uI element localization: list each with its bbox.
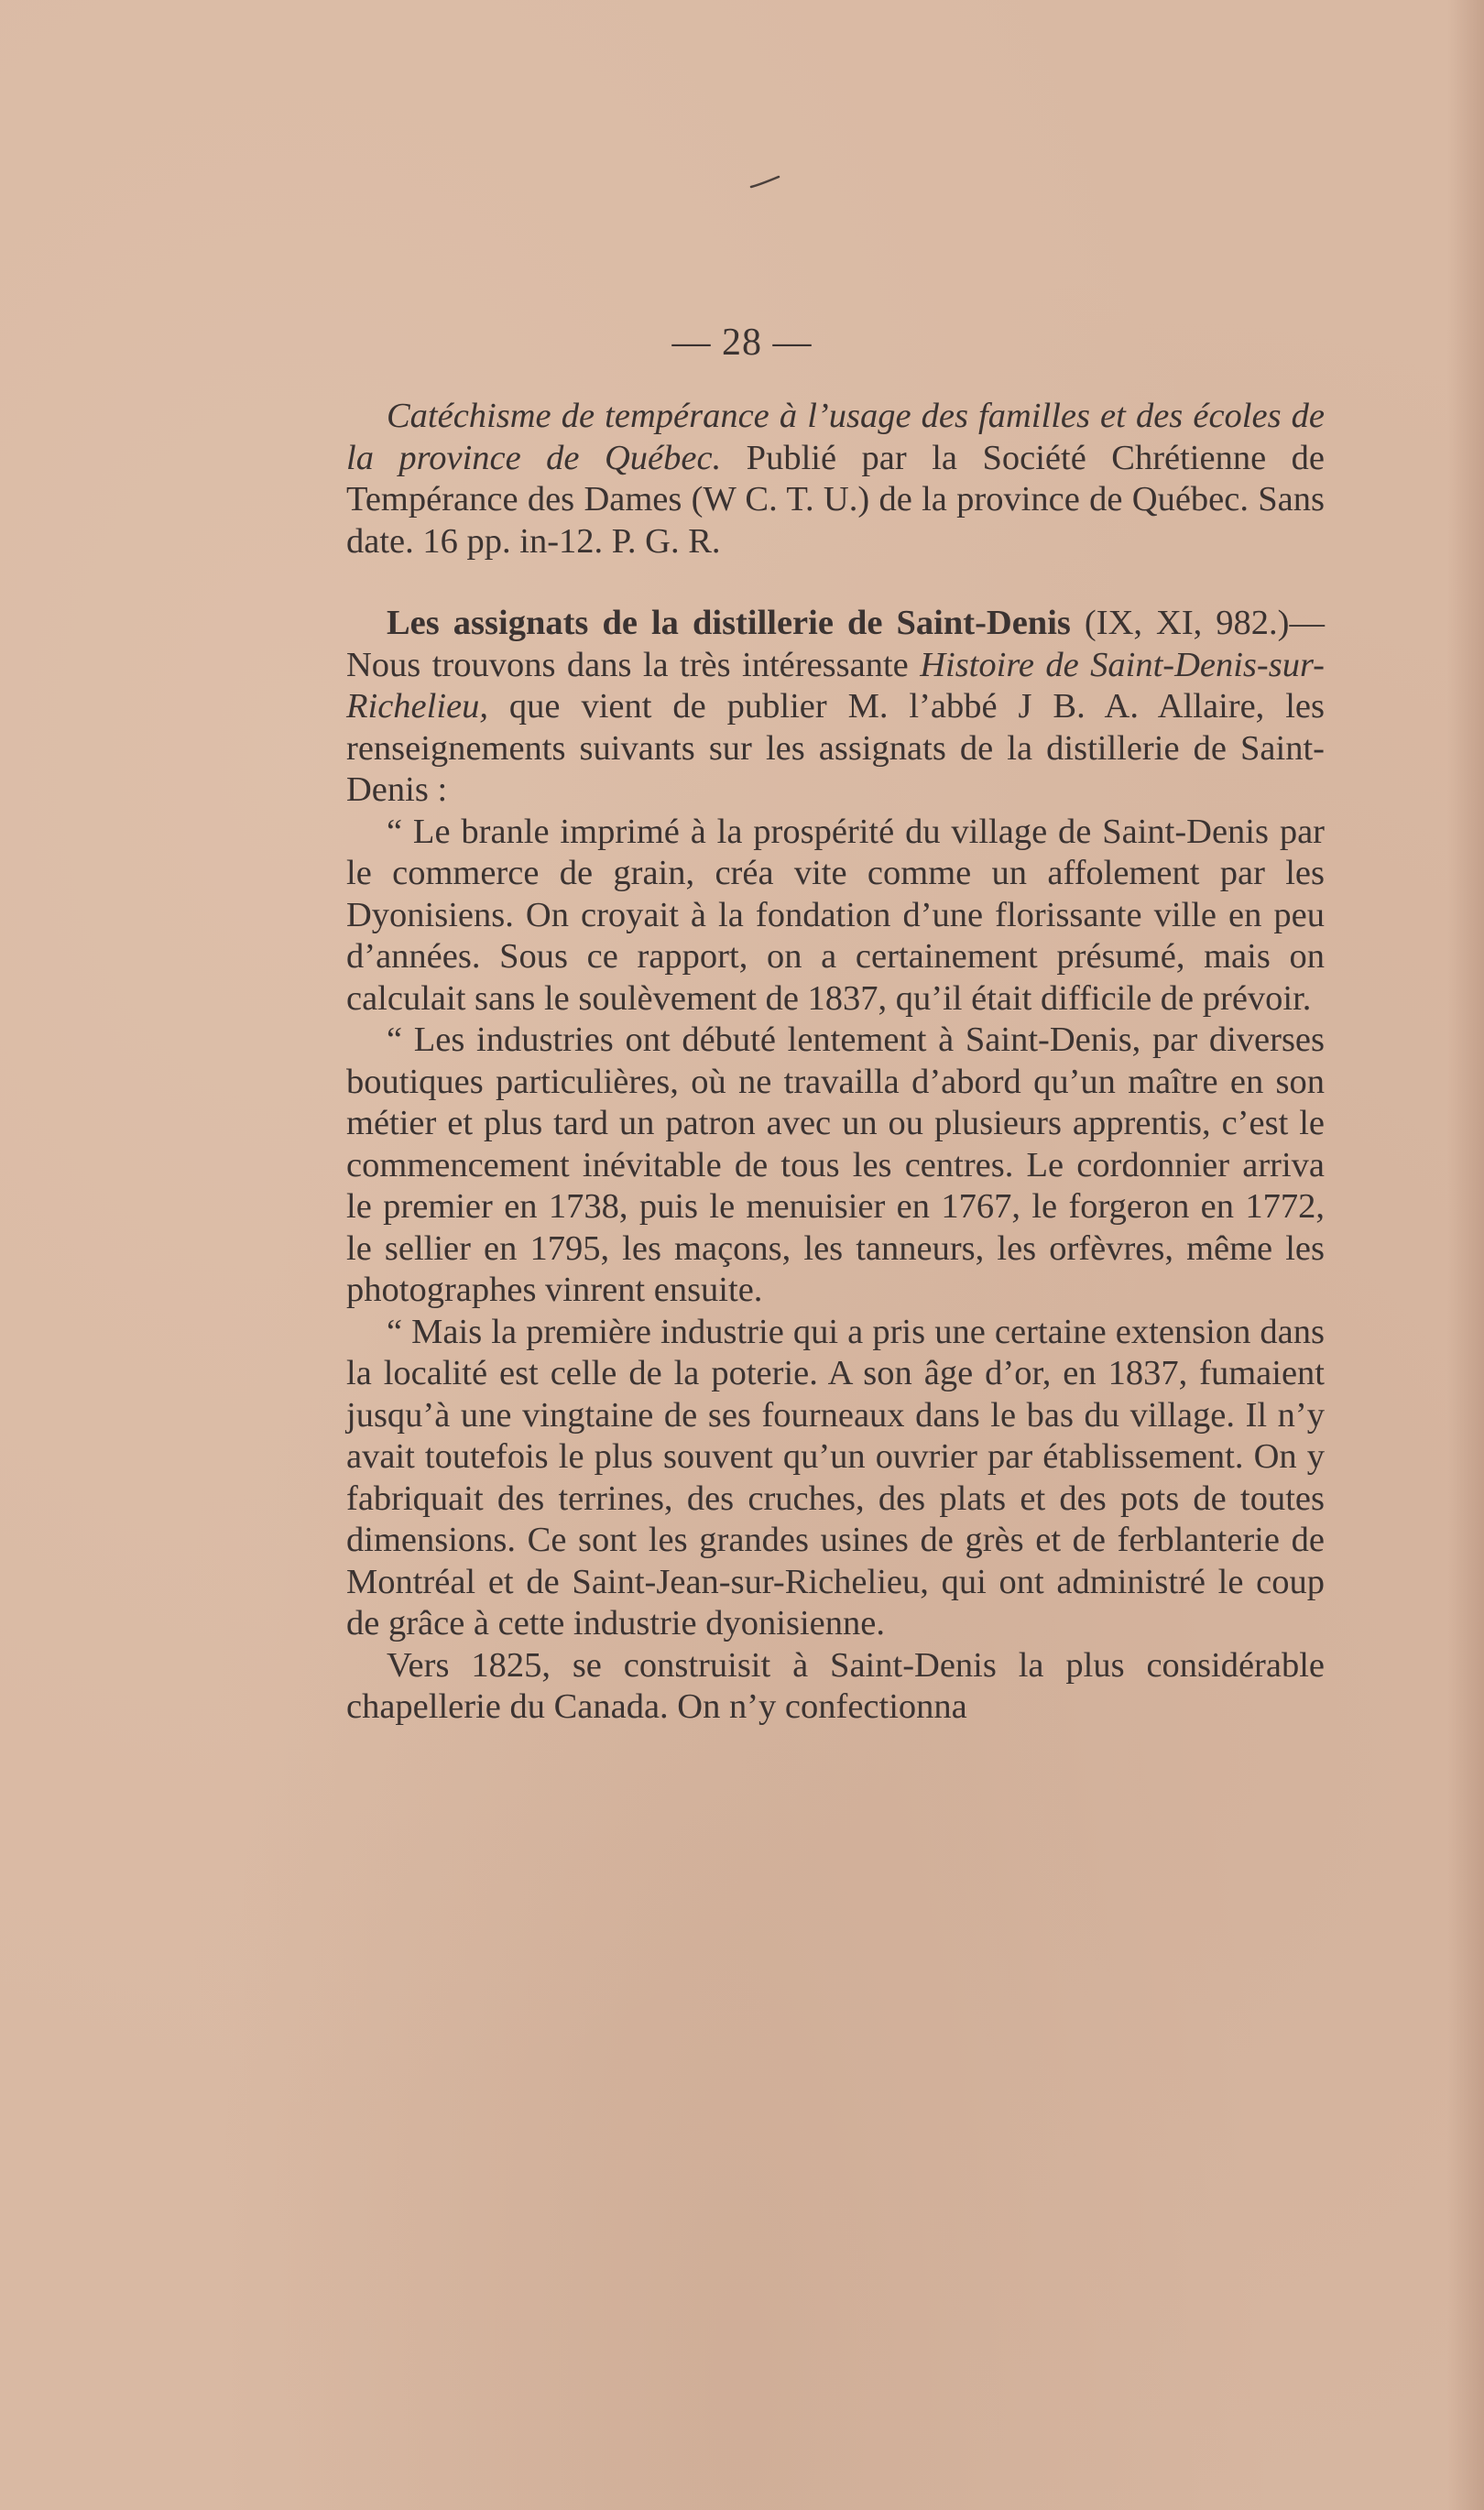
assignats-intro-b: que vient de publier M. l’abbé J B. A. Allaire, les renseignements suivants sur les assignats de la distillerie de Saint-Denis : xyxy=(346,687,1325,809)
assignats-heading: Les assignats de la distillerie de Saint-Denis xyxy=(387,604,1071,642)
page-edge-shadow xyxy=(1447,0,1484,2510)
quote-paragraph-4: Vers 1825, se construisit à Saint-Denis la plus considérable chapellerie du Canada. On n’y confectionna xyxy=(346,1645,1325,1726)
body-text xyxy=(346,396,1325,1729)
catechisme-body: Publié par la Société Chrétienne de Tempérance des Dames (W C. T. U.) de la province de Québec. Sans date. 16 pp. in-12. P. G. R. xyxy=(346,438,1326,561)
ink-mark-icon xyxy=(749,174,780,191)
catechisme-title: Catéchisme de tempérance à l’usage des familles et des écoles de la province de Québec. xyxy=(346,397,1325,477)
quote-paragraph-1: “ Le branle imprimé à la prospérité du village de Saint-Denis par le commerce de grain, créa vite comme un affolement par les Dyonisiens. On croyait à la fondation d’une florissante ville en peu d’années. Sous ce rapport, on a certainement présumé, mais on calculait sans le soulèvement de 1837, qu’il était difficile de prévoir. xyxy=(346,812,1325,1018)
quote-paragraph-3: “ Mais la première industrie qui a pris une certaine extension dans la localité est celle de la poterie. A son âge d’or, en 1837, fumaient jusqu’à une vingtaine de ses fourneaux dans le bas du village. Il n’y avait toutefois le plus souvent qu’un ouvrier par établissement. On y fabriquait des terrines, des cruches, des plats et des pots de toutes dimensions. Ce sont les grandes usines de grès et de ferblanterie de Montréal et de Saint-Jean-sur-Richelieu, qui ont administré le coup de grâce à cette industrie dyonisienne. xyxy=(346,1312,1325,1642)
quote-paragraph-2: “ Les industries ont débuté lentement à Saint-Denis, par diverses boutiques particulières, où ne travailla d’abord qu’un maître en son métier et plus tard un patron avec un ou plusieurs apprentis, c’est le commencement inévitable de tous les centres. Le cordonnier arriva le premier en 1738, puis le menuisier en 1767, le forgeron en 1772, le sellier en 1795, les maçons, les tanneurs, les orfèvres, même les photographes vinrent ensuite. xyxy=(346,1020,1325,1309)
catechisme-entry xyxy=(346,396,1325,562)
book-title: Histoire de Saint-Denis-sur-Richelieu, xyxy=(346,645,1325,726)
page-number: — 28 — xyxy=(671,322,813,364)
assignats-entry xyxy=(346,603,1325,812)
assignats-intro-a: (IX, XI, 982.)—Nous trouvons dans la très intéressante xyxy=(346,604,1326,684)
